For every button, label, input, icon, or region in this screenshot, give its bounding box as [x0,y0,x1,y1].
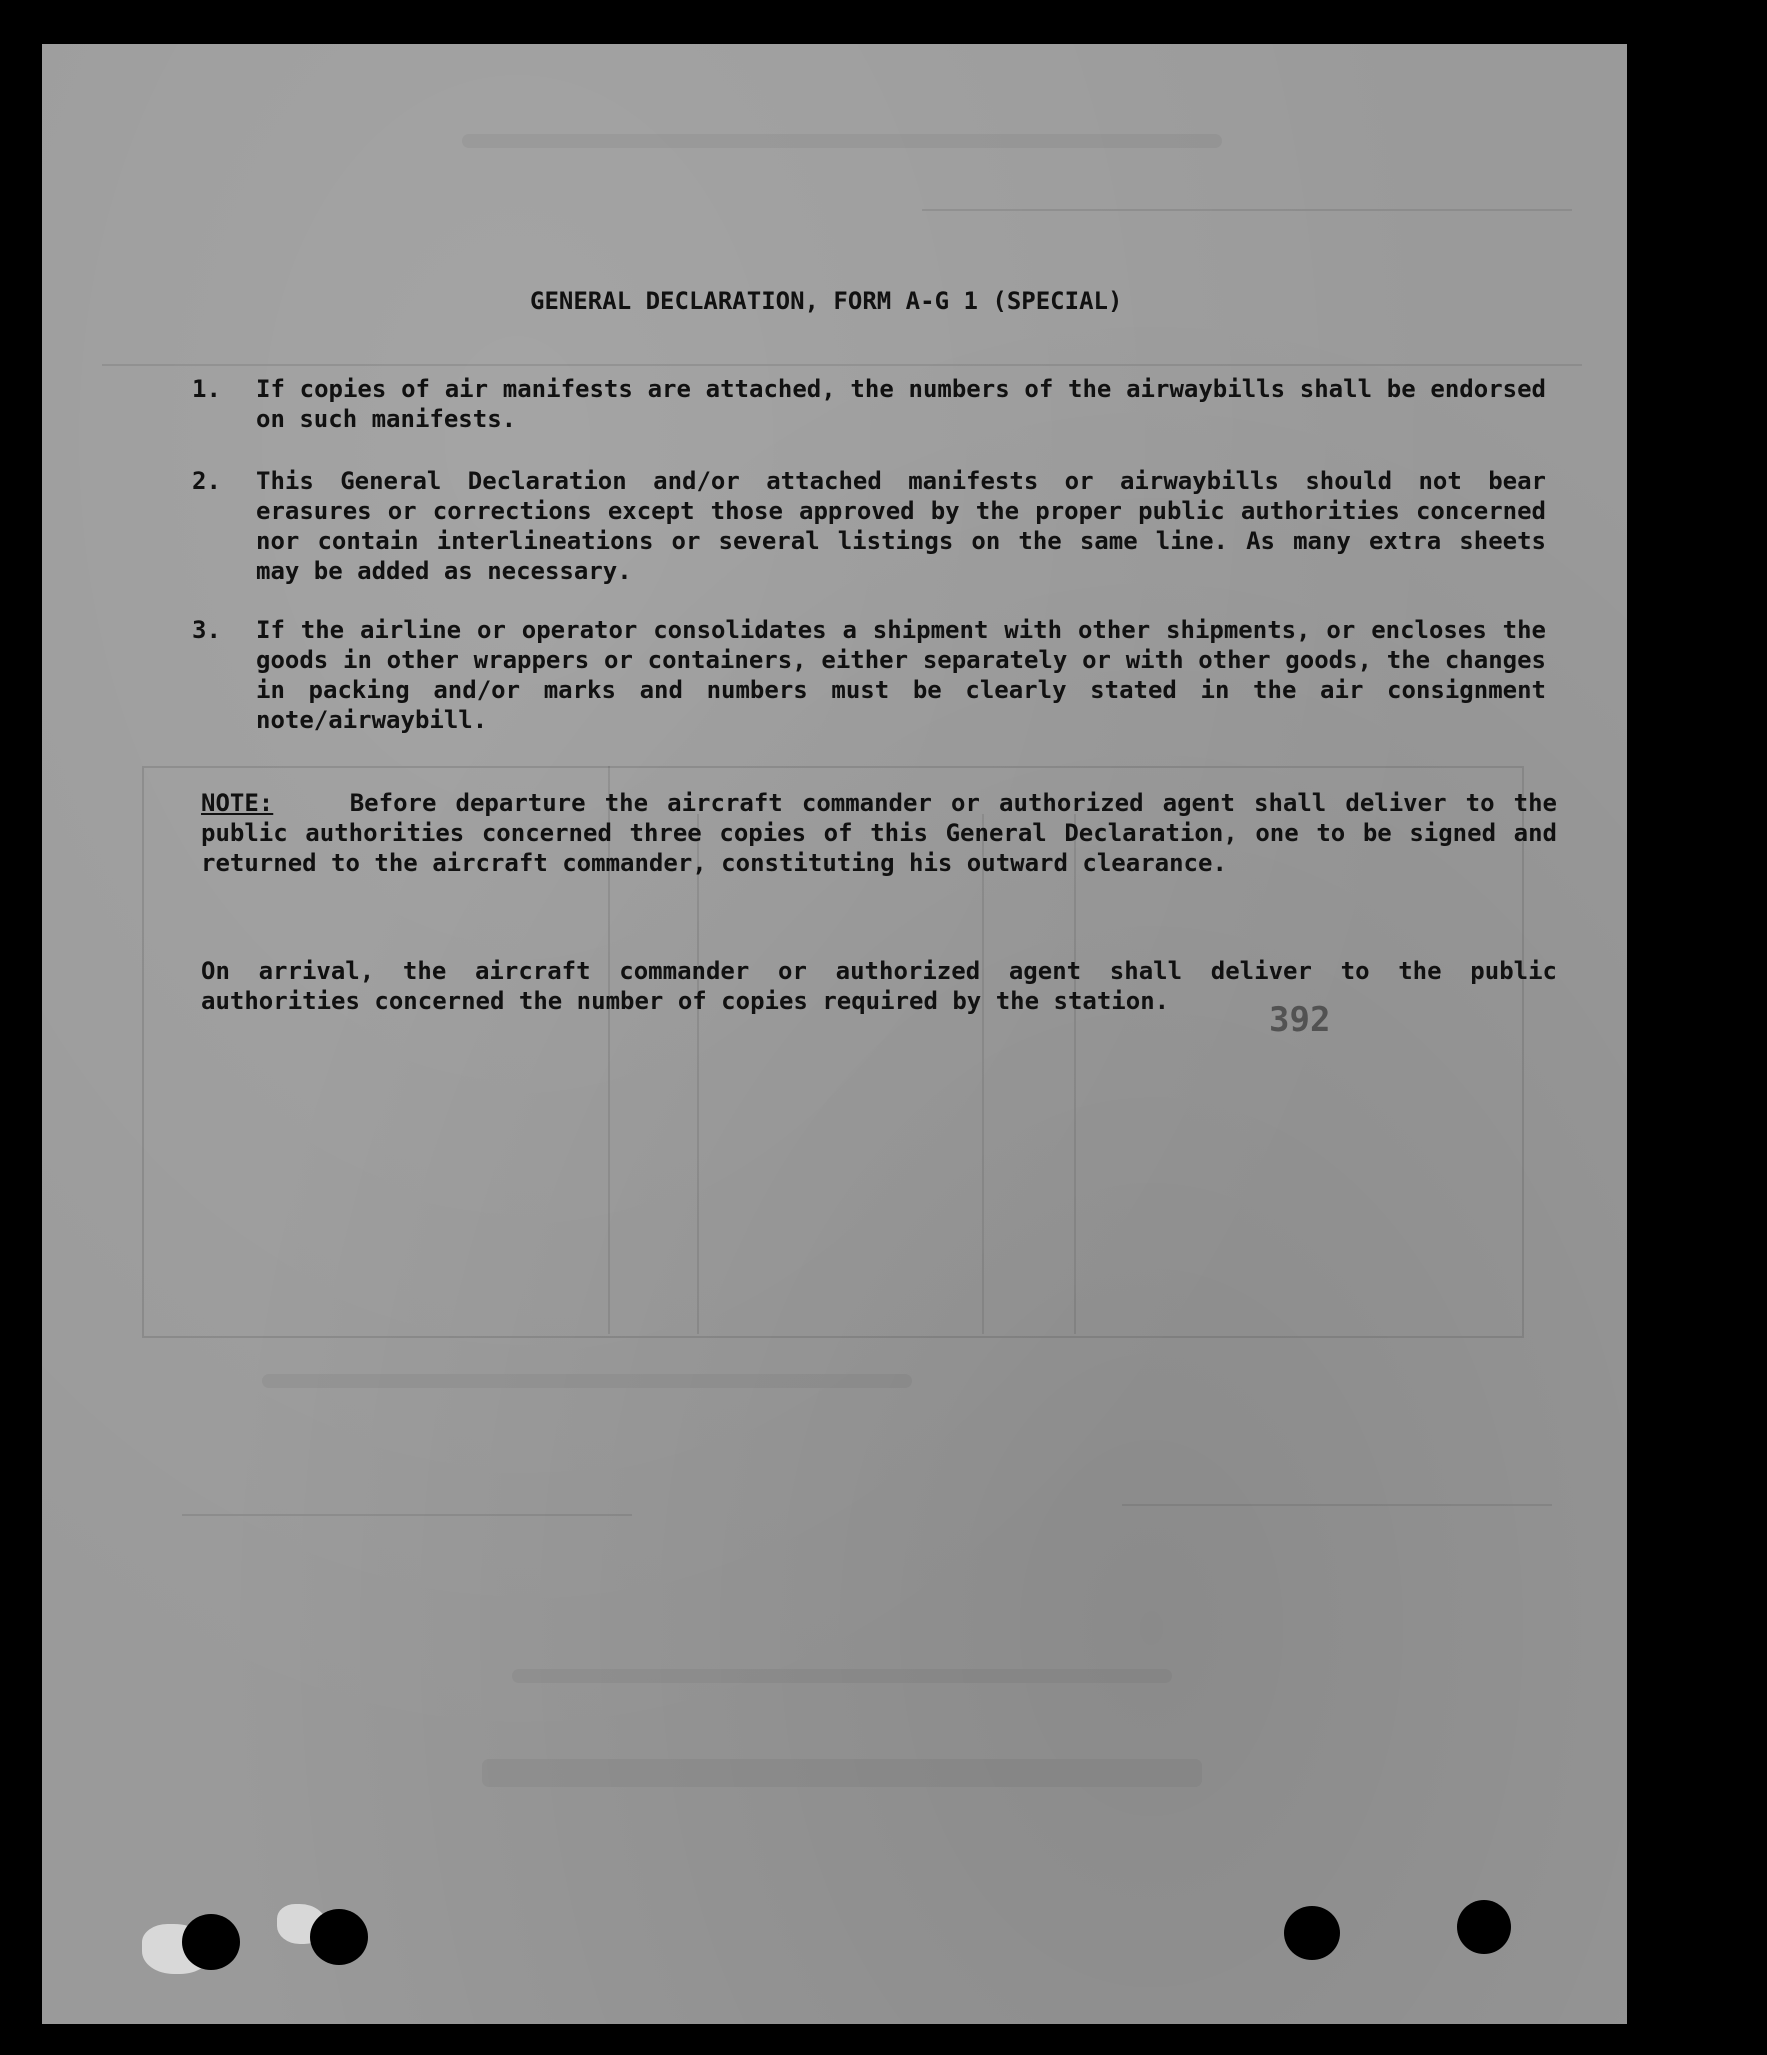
punch-hole [1457,1900,1511,1954]
bleed-through-rule [922,209,1572,211]
note-text: Before departure the aircraft commander or authorized agent shall deliver to the public authorities concerned three copies of this General Declaration, one to be signed and returned to the aircraft commander, constituting his outward clearance. [201,789,1558,877]
punch-hole [182,1914,240,1970]
instruction-text: This General Declaration and/or attached manifests or airwaybills should not bear erasures or corrections except those approved by the proper public authorities concerned nor contain interlineations or several listings on the same line. As many extra sheets may be added as necessary. [256,467,1546,585]
form-title: GENERAL DECLARATION, FORM A-G 1 (SPECIAL) [530,287,1123,315]
document-page [42,44,1627,2024]
instruction-number: 1. [192,375,221,403]
instruction-text: If copies of air manifests are attached, the numbers of the airwaybills shall be endorsed on such manifests. [256,375,1546,433]
bleed-through-rule [102,364,1582,366]
bleed-through-heading [462,134,1222,148]
instruction-number: 3. [192,616,221,644]
bleed-through-rule [1122,1504,1552,1506]
bleed-through-line [262,1374,912,1388]
note-block [201,788,1557,878]
arrival-paragraph: On arrival, the aircraft commander or authorized agent shall deliver to the public authorities concerned the number of copies required by the station. [201,957,1557,1015]
instruction-text: If the airline or operator consolidates a shipment with other shipments, or encloses the goods in other wrappers or containers, either separately or with other goods, the changes in packing and/or marks and numbers must be clearly stated in the air consignment note/airwaybill. [256,616,1546,734]
stamp-number: 392 [1269,1000,1331,1039]
bleed-through-rule [182,1514,632,1516]
note-label: NOTE: [201,789,274,817]
page-number-stamp [1267,999,1357,1039]
instruction-number: 2. [192,467,221,495]
bleed-through-column [982,814,984,1334]
bleed-through-column [1074,814,1076,1334]
punch-hole [1284,1906,1340,1960]
bleed-through-heading [482,1759,1202,1787]
bleed-through-column [697,814,699,1334]
note-paragraph [201,788,1557,878]
bleed-through-line [512,1669,1172,1683]
punch-hole [310,1909,368,1965]
